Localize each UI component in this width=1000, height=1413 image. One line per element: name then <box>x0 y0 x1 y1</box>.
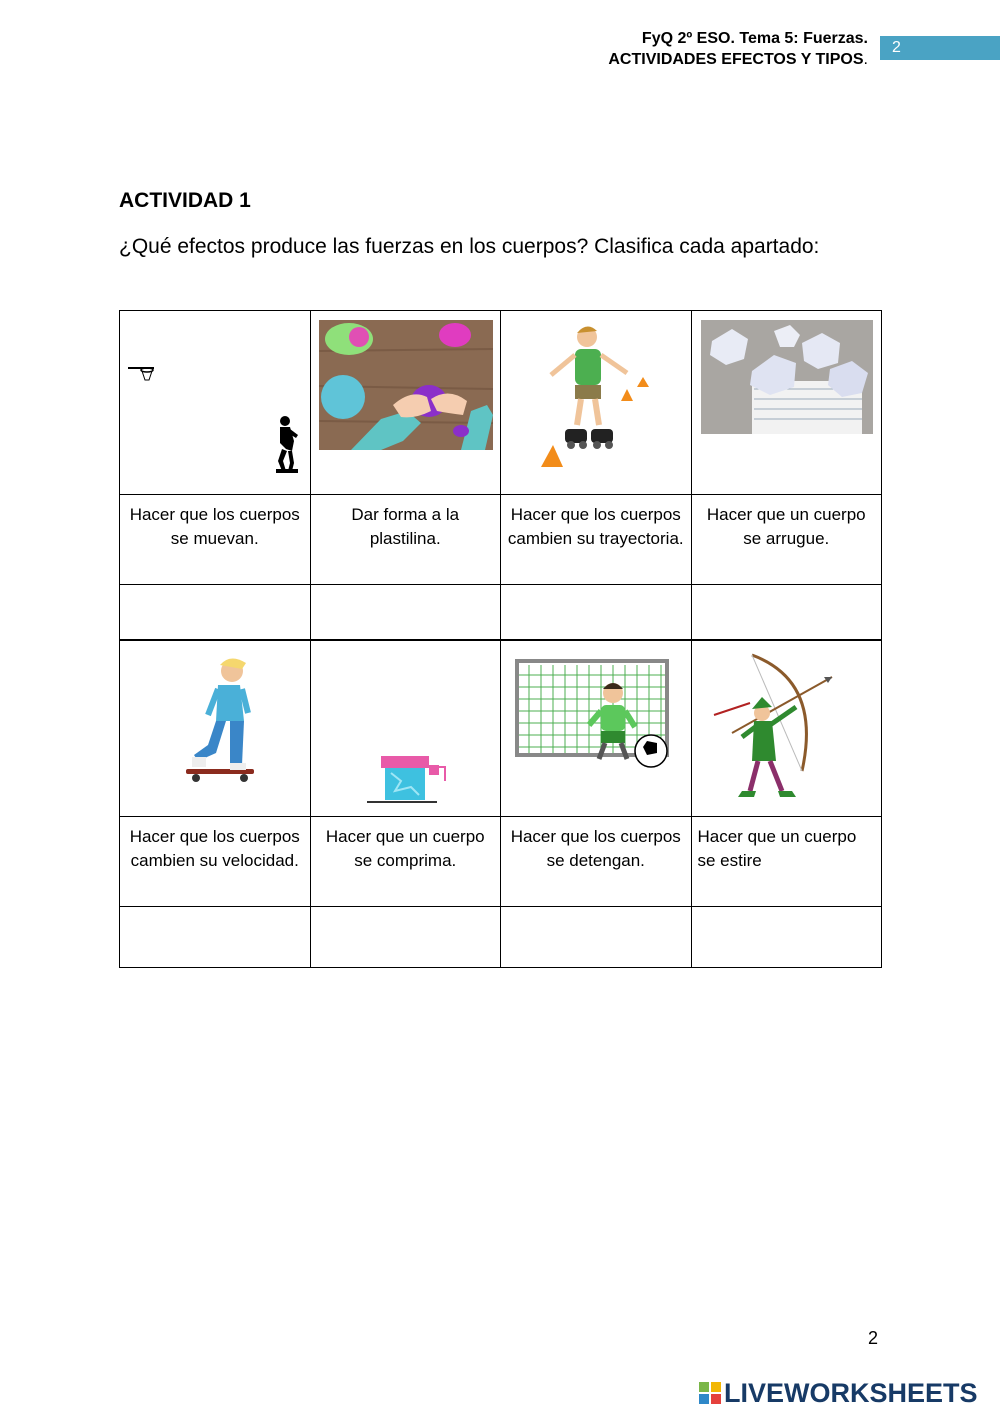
answer-cell[interactable] <box>691 907 882 968</box>
effect-text: Hacer que los cuerpos cambien su trayectoria. <box>507 505 684 548</box>
image-cell-plasticine <box>310 311 501 495</box>
press-machine-image <box>311 641 501 816</box>
image-cell-press <box>310 640 501 817</box>
effect-text: Hacer que un cuerpo se comprima. <box>325 827 485 870</box>
effect-cell <box>501 817 692 907</box>
effect-cell <box>501 495 692 585</box>
answer-cell[interactable] <box>310 585 501 641</box>
goalkeeper-image <box>501 641 691 816</box>
effect-text: Dar forma a la plastilina. <box>351 505 460 548</box>
effect-text: Hacer que los cuerpos se muevan. <box>129 505 300 548</box>
effect-cell <box>691 817 882 907</box>
document-header <box>608 28 868 70</box>
header-line-2-text: ACTIVIDADES EFECTOS Y TIPOS <box>608 51 864 68</box>
answer-cell[interactable] <box>310 907 501 968</box>
rollerblader-image <box>501 311 691 494</box>
image-cell-crumpled-paper <box>691 311 882 495</box>
page-tab: 2 <box>880 36 1000 60</box>
effect-cell <box>120 495 311 585</box>
effect-text: Hacer que los cuerpos se detengan. <box>510 827 681 870</box>
answer-cell[interactable] <box>501 585 692 641</box>
effect-text: Hacer que los cuerpos cambien su velocidad. <box>129 827 300 870</box>
effect-cell <box>691 495 882 585</box>
effect-cell <box>120 817 311 907</box>
header-line-2 <box>608 49 868 70</box>
archer-image <box>692 641 882 816</box>
effect-text: Hacer que un cuerpo se arrugue. <box>706 505 866 548</box>
answer-cell[interactable] <box>691 585 882 641</box>
crumpled-paper-image <box>692 311 882 494</box>
liveworksheets-brand[interactable] <box>698 1376 978 1410</box>
effect-text: Hacer que un cuerpo se estire <box>697 827 857 870</box>
answer-cell[interactable] <box>501 907 692 968</box>
activity-instructions: ¿Qué efectos produce las fuerzas en los cuerpos? Clasifica cada apartado: <box>119 235 820 258</box>
skateboarder-image <box>120 641 310 816</box>
image-cell-goalkeeper <box>501 640 692 817</box>
basketball-player-image <box>120 311 310 494</box>
answer-cell[interactable] <box>120 907 311 968</box>
effects-table <box>119 310 882 968</box>
activity-title: ACTIVIDAD 1 <box>119 189 251 212</box>
image-cell-skateboarder <box>120 640 311 817</box>
header-line-2-suffix: . <box>863 51 868 68</box>
header-line-1: FyQ 2º ESO. Tema 5: Fuerzas. <box>641 30 868 47</box>
answer-cell[interactable] <box>120 585 311 641</box>
effect-cell <box>310 495 501 585</box>
image-cell-archer <box>691 640 882 817</box>
image-cell-basketball <box>120 311 311 495</box>
image-cell-rollerblader <box>501 311 692 495</box>
plasticine-hands-image <box>311 311 501 494</box>
effect-cell <box>310 817 501 907</box>
liveworksheets-logo-icon <box>698 1381 722 1405</box>
page-number: 2 <box>868 1328 879 1348</box>
brand-name: LIVEWORKSHEETS <box>724 1377 978 1408</box>
